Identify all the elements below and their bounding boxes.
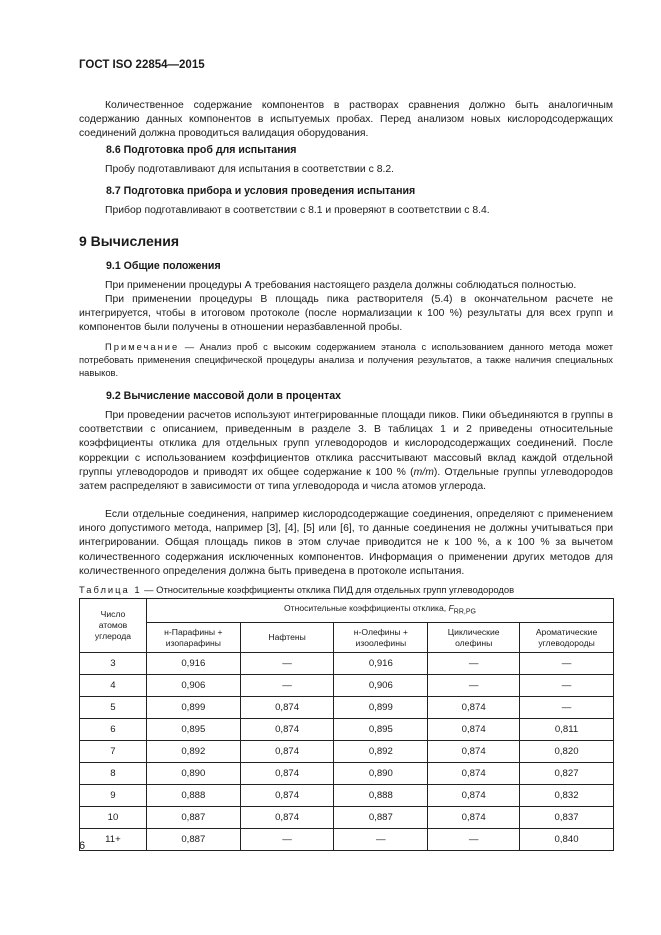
table-cell: 0,887 (334, 807, 428, 829)
table-cell: 0,874 (428, 697, 520, 719)
page-number: 6 (79, 840, 86, 852)
table-cell: 6 (80, 719, 147, 741)
table-cell: 5 (80, 697, 147, 719)
table-cell: 10 (80, 807, 147, 829)
table-cell: 0,890 (334, 763, 428, 785)
note-label: Примечание (105, 341, 180, 352)
table-cell: 0,874 (240, 807, 334, 829)
table-row (80, 763, 614, 785)
table-cell: 0,874 (240, 719, 334, 741)
p1-part-b: ). Отдельные группы углеводородов затем распределяют в зависимости от типа углеводорода и числа атомов углерода. (79, 466, 613, 493)
table-row (80, 719, 614, 741)
note (79, 340, 613, 380)
table-row (80, 785, 614, 807)
table-row (80, 829, 614, 851)
table-cell: 0,840 (520, 829, 614, 851)
section-9-1-title: 9.1 Общие положения (106, 260, 221, 272)
column-header: н-Олефины + изоолефины (334, 623, 428, 653)
table-cell: 0,832 (520, 785, 614, 807)
table-cell: — (520, 675, 614, 697)
table-cell: 0,895 (146, 719, 240, 741)
column-header: Циклические олефины (428, 623, 520, 653)
table-cell: 7 (80, 741, 147, 763)
table-cell: 0,874 (428, 719, 520, 741)
column-header: Ароматические углеводороды (520, 623, 614, 653)
table-cell: 9 (80, 785, 147, 807)
table-cell: 0,874 (240, 785, 334, 807)
table-cell: 11+ (80, 829, 147, 851)
section-9-2-title: 9.2 Вычисление массовой доли в процентах (106, 390, 341, 402)
table-row (80, 807, 614, 829)
table-cell: — (520, 653, 614, 675)
table-row (80, 697, 614, 719)
section-8-6-text: Пробу подготавливают для испытания в соответствии с 8.2. (105, 164, 395, 175)
table-cell: 0,874 (428, 807, 520, 829)
table-cell: 0,874 (428, 741, 520, 763)
group-header-symbol: F (448, 603, 454, 614)
table-cell: — (240, 829, 334, 851)
section-8-7-title: 8.7 Подготовка прибора и условия проведения испытания (106, 185, 416, 197)
table-cell: 0,820 (520, 741, 614, 763)
table-cell: 0,906 (146, 675, 240, 697)
table-cell: — (240, 653, 334, 675)
column-header: н-Парафины + изопарафины (146, 623, 240, 653)
section-9-title: 9 Вычисления (79, 233, 179, 249)
section-9-1-paragraph-2: При применении процедуры В площадь пика растворителя (5.4) в окончательном расчете не интегрируется, чтобы в итоговом протоколе (после нормализации к 100 %) результаты для всех групп и компонентов были получены в отношении неразбавленной пробы. (79, 294, 613, 334)
section-9-2-paragraph-1 (79, 409, 613, 494)
table-cell: 8 (80, 763, 147, 785)
table-cell: — (428, 675, 520, 697)
column-header: Нафтены (240, 623, 334, 653)
table-row (80, 741, 614, 763)
section-9-2-paragraph-2: Если отдельные соединения, например кислородсодержащие соединения, определяют с применением иного допустимого метода, например [3], [4], [5] или [6], то данные соединения не должны учитываться при интегрировании. Общая площадь пиков в этом случае приводится не к 100 %, а к 100 % за вычетом количественного содержания исключенных компонентов. Информация о применении других методов для количественного определения должна быть приведена в протоколе испытания. (79, 509, 613, 577)
group-header-text: Относительные коэффициенты отклика, (283, 603, 449, 614)
table-cell: 0,899 (146, 697, 240, 719)
table-cell: 0,892 (334, 741, 428, 763)
table-label: Таблица 1 (79, 584, 142, 595)
table-cell: 0,916 (146, 653, 240, 675)
p1-unit: m/m (413, 466, 434, 478)
table-cell: 0,811 (520, 719, 614, 741)
table-cell: 0,892 (146, 741, 240, 763)
table-cell: — (428, 829, 520, 851)
table-caption-text: — Относительные коэффициенты отклика ПИД для отдельных групп углеводородов (141, 584, 515, 595)
section-8-7-text: Прибор подготавливают в соответствии с 8.1 и проверяют в соответствии с 8.4. (105, 205, 490, 216)
section-9-1-paragraph-1: При применении процедуры А требования настоящего раздела должны соблюдаться полностью. (105, 280, 577, 291)
table-cell: 0,888 (146, 785, 240, 807)
table-cell: 0,887 (146, 807, 240, 829)
table-cell: 0,874 (240, 741, 334, 763)
carbon-atoms-header: Число атомов углерода (80, 599, 147, 653)
table-cell: 0,874 (428, 763, 520, 785)
intro-paragraph: Количественное содержание компонентов в растворах сравнения должно быть аналогичным содержанию данных компонентов в испытуемых пробах. Перед анализом новых кислородсодержащих соединений должна проводиться валидация оборудования. (79, 100, 613, 140)
table-cell: 0,874 (428, 785, 520, 807)
table-cell: 0,895 (334, 719, 428, 741)
note-text: — Анализ проб с высоким содержанием этанола с использованием данного метода может потребовать применения специфической процедуры анализа и получения результатов, а также наличия специальных навыков. (79, 341, 613, 379)
table-cell: 0,837 (520, 807, 614, 829)
table-cell: 0,874 (240, 763, 334, 785)
table-cell: 0,874 (240, 697, 334, 719)
table-row (80, 653, 614, 675)
document-header: ГОСТ ISO 22854—2015 (79, 59, 205, 71)
table-cell: 0,827 (520, 763, 614, 785)
table-caption (79, 584, 514, 595)
table-cell: 0,888 (334, 785, 428, 807)
table-cell: — (334, 829, 428, 851)
group-header (146, 599, 613, 623)
table-cell: 0,899 (334, 697, 428, 719)
section-8-6-title: 8.6 Подготовка проб для испытания (106, 144, 297, 156)
table-cell: 0,916 (334, 653, 428, 675)
response-factor-table (79, 598, 614, 851)
table-cell: 3 (80, 653, 147, 675)
table-row (80, 675, 614, 697)
p1-part-a: При проведении расчетов используют интегрированные площади пиков. Пики объединяются в группы в соответствии с описанием, приведенным в разделе 3. В таблицах 1 и 2 приведены относительные коэффициенты отклика для отдельных групп углеводородов и кислородсодержащих соединений. После коррекции с использованием коэффициентов отклика рассчитывают массовый вклад каждой отдельной группы углеводородов и приводят их общее содержание к 100 % ( (79, 410, 613, 478)
table-cell: 0,887 (146, 829, 240, 851)
table-cell: 0,890 (146, 763, 240, 785)
group-header-subscript: RR,PG (453, 608, 476, 616)
table-cell: — (520, 697, 614, 719)
table-cell: 4 (80, 675, 147, 697)
table-cell: — (428, 653, 520, 675)
table-cell: — (240, 675, 334, 697)
table-cell: 0,906 (334, 675, 428, 697)
